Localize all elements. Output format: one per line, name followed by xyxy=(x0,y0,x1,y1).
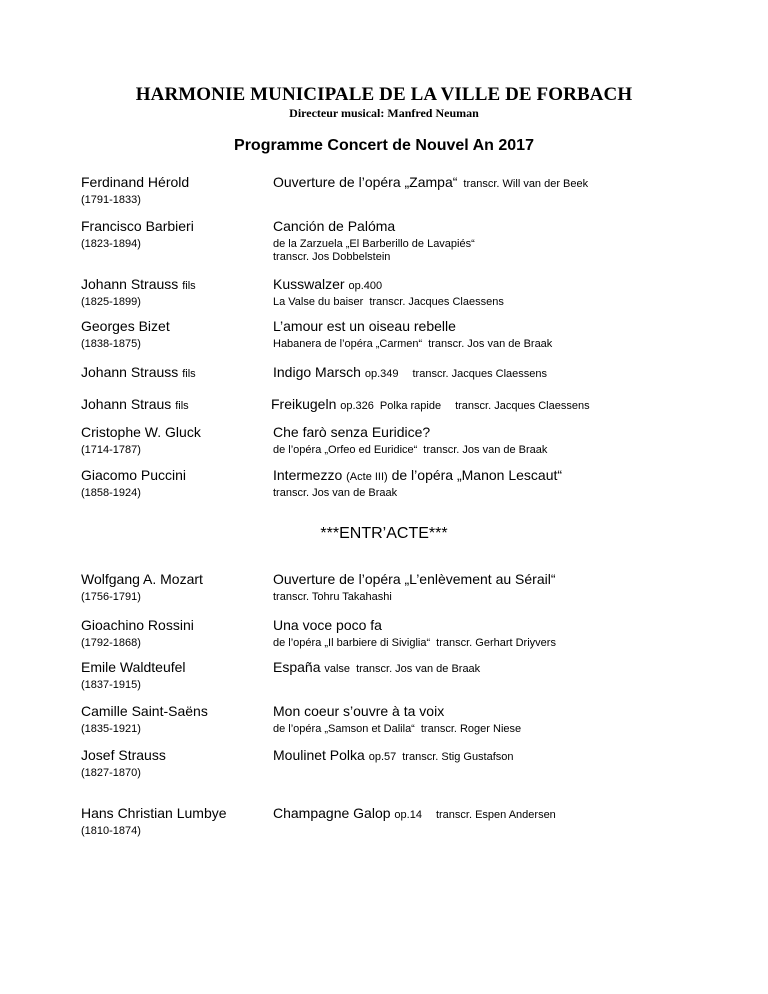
programme-title: Programme Concert de Nouvel An 2017 xyxy=(234,137,534,154)
composer-dates: (1823-1894) xyxy=(81,238,141,250)
work-detail xyxy=(273,723,521,735)
work-name: Intermezzo xyxy=(273,467,343,483)
director-line: Directeur musical: Manfred Neuman xyxy=(289,106,479,120)
composer-dates: (1837-1915) xyxy=(81,679,141,691)
work-title xyxy=(273,364,547,380)
work-detail-text: Habanera de l’opéra „Carmen“ xyxy=(273,338,423,350)
composer-label: Johann Strauss xyxy=(81,364,179,380)
work-type: valse xyxy=(324,663,351,675)
work-type: Polka rapide xyxy=(379,400,442,412)
composer-name: Wolfgang A. Mozart xyxy=(81,571,203,587)
composer-suffix: fils xyxy=(182,368,196,380)
work-detail xyxy=(273,296,504,308)
work-transcription: transcr. Jos Dobbelstein xyxy=(273,251,391,263)
composer-dates: (1835-1921) xyxy=(81,723,141,735)
composer-name: Cristophe W. Gluck xyxy=(81,424,201,440)
work-name: Kusswalzer xyxy=(273,276,345,292)
work-transcription: transcr. Jos van de Braak xyxy=(423,444,548,456)
work-opus: op.57 xyxy=(368,751,397,763)
composer-name: Francisco Barbieri xyxy=(81,218,194,234)
work-title xyxy=(273,805,556,821)
composer-dates: (1791-1833) xyxy=(81,194,141,206)
work-opus: op.400 xyxy=(348,280,383,292)
composer-name: Giacomo Puccini xyxy=(81,467,187,483)
work-name: Ouverture de l’opéra „Zampa“ xyxy=(273,174,458,190)
composer-name xyxy=(81,364,196,380)
composer-name: Camille Saint-Saëns xyxy=(81,703,208,719)
work-detail-text: La Valse du baiser xyxy=(273,296,364,308)
composer-name: Emile Waldteufel xyxy=(81,659,186,675)
entracte-divider: ***ENTR’ACTE*** xyxy=(320,525,448,542)
work-transcription: transcr. Stig Gustafson xyxy=(402,751,514,763)
work-title xyxy=(273,467,562,483)
work-name: Moulinet Polka xyxy=(273,747,365,763)
work-opus: op.326 xyxy=(340,400,374,412)
composer-dates: (1827-1870) xyxy=(81,767,141,779)
work-act: (Acte III) xyxy=(346,471,388,483)
composer-dates: (1825-1899) xyxy=(81,296,141,308)
composer-name: Hans Christian Lumbye xyxy=(81,805,227,821)
composer-label: Johann Strauss xyxy=(81,276,179,292)
work-detail-text: de l’opéra „Samson et Dalila“ xyxy=(273,723,415,735)
work-title: Canción de Palóma xyxy=(273,218,396,234)
work-opus: op.14 xyxy=(394,809,422,821)
work-name: Indigo Marsch xyxy=(273,364,361,380)
work-title: Ouverture de l’opéra „L’enlèvement au Sérail“ xyxy=(273,571,556,587)
work-title xyxy=(273,276,382,292)
composer-label: Johann Straus xyxy=(81,396,172,412)
work-transcription: transcr. Roger Niese xyxy=(420,723,522,735)
composer-dates: (1838-1875) xyxy=(81,338,141,350)
work-name: Champagne Galop xyxy=(273,805,391,821)
work-name: Freikugeln xyxy=(271,396,337,412)
composer-name xyxy=(81,276,196,292)
work-opera: de l’opéra „Manon Lescaut“ xyxy=(391,467,563,483)
composer-name: Ferdinand Hérold xyxy=(81,174,190,190)
composer-name: Georges Bizet xyxy=(81,318,170,334)
work-title: Una voce poco fa xyxy=(273,617,382,633)
composer-suffix: fils xyxy=(182,280,196,292)
work-name: España xyxy=(273,659,321,675)
work-opus: op.349 xyxy=(364,368,399,380)
composer-dates: (1858-1924) xyxy=(81,487,141,499)
work-detail: de la Zarzuela „El Barberillo de Lavapiés“ xyxy=(273,238,475,250)
work-transcription: transcr. Will van der Beek xyxy=(463,178,589,190)
composer-dates: (1792-1868) xyxy=(81,637,141,649)
composer-dates: (1810-1874) xyxy=(81,825,141,837)
work-transcription: transcr. Jos van de Braak xyxy=(428,338,553,350)
work-transcription: transcr. Gerhart Driyvers xyxy=(436,637,556,649)
page-title: HARMONIE MUNICIPALE DE LA VILLE DE FORBACH xyxy=(135,84,633,105)
work-detail-text: de l’opéra „Orfeo ed Euridice“ xyxy=(273,444,418,456)
work-title xyxy=(273,747,514,763)
work-transcription: transcr. Jacques Claessens xyxy=(455,400,590,412)
work-detail xyxy=(273,338,552,350)
composer-dates: (1756-1791) xyxy=(81,591,141,603)
work-title xyxy=(273,659,480,675)
composer-suffix: fils xyxy=(175,400,189,412)
work-title: L’amour est un oiseau rebelle xyxy=(273,318,456,334)
work-detail xyxy=(273,444,547,456)
composer-name xyxy=(81,396,189,412)
work-detail-text: de l’opéra „Il barbiere di Siviglia“ xyxy=(273,637,431,649)
work-transcription: transcr. Jos van de Braak xyxy=(356,663,481,675)
work-title: Che farò senza Euridice? xyxy=(273,424,431,440)
work-transcription: transcr. Jos van de Braak xyxy=(273,487,398,499)
work-transcription: transcr. Jacques Claessens xyxy=(412,368,547,380)
work-title: Mon coeur s’ouvre à ta voix xyxy=(273,703,445,719)
work-transcription: transcr. Tohru Takahashi xyxy=(273,591,392,603)
work-title xyxy=(271,396,590,412)
work-title xyxy=(273,174,588,190)
composer-name: Gioachino Rossini xyxy=(81,617,194,633)
work-transcription: transcr. Espen Andersen xyxy=(435,809,556,821)
composer-name: Josef Strauss xyxy=(81,747,166,763)
work-detail xyxy=(273,637,556,649)
composer-dates: (1714-1787) xyxy=(81,444,141,456)
work-transcription: transcr. Jacques Claessens xyxy=(369,296,504,308)
